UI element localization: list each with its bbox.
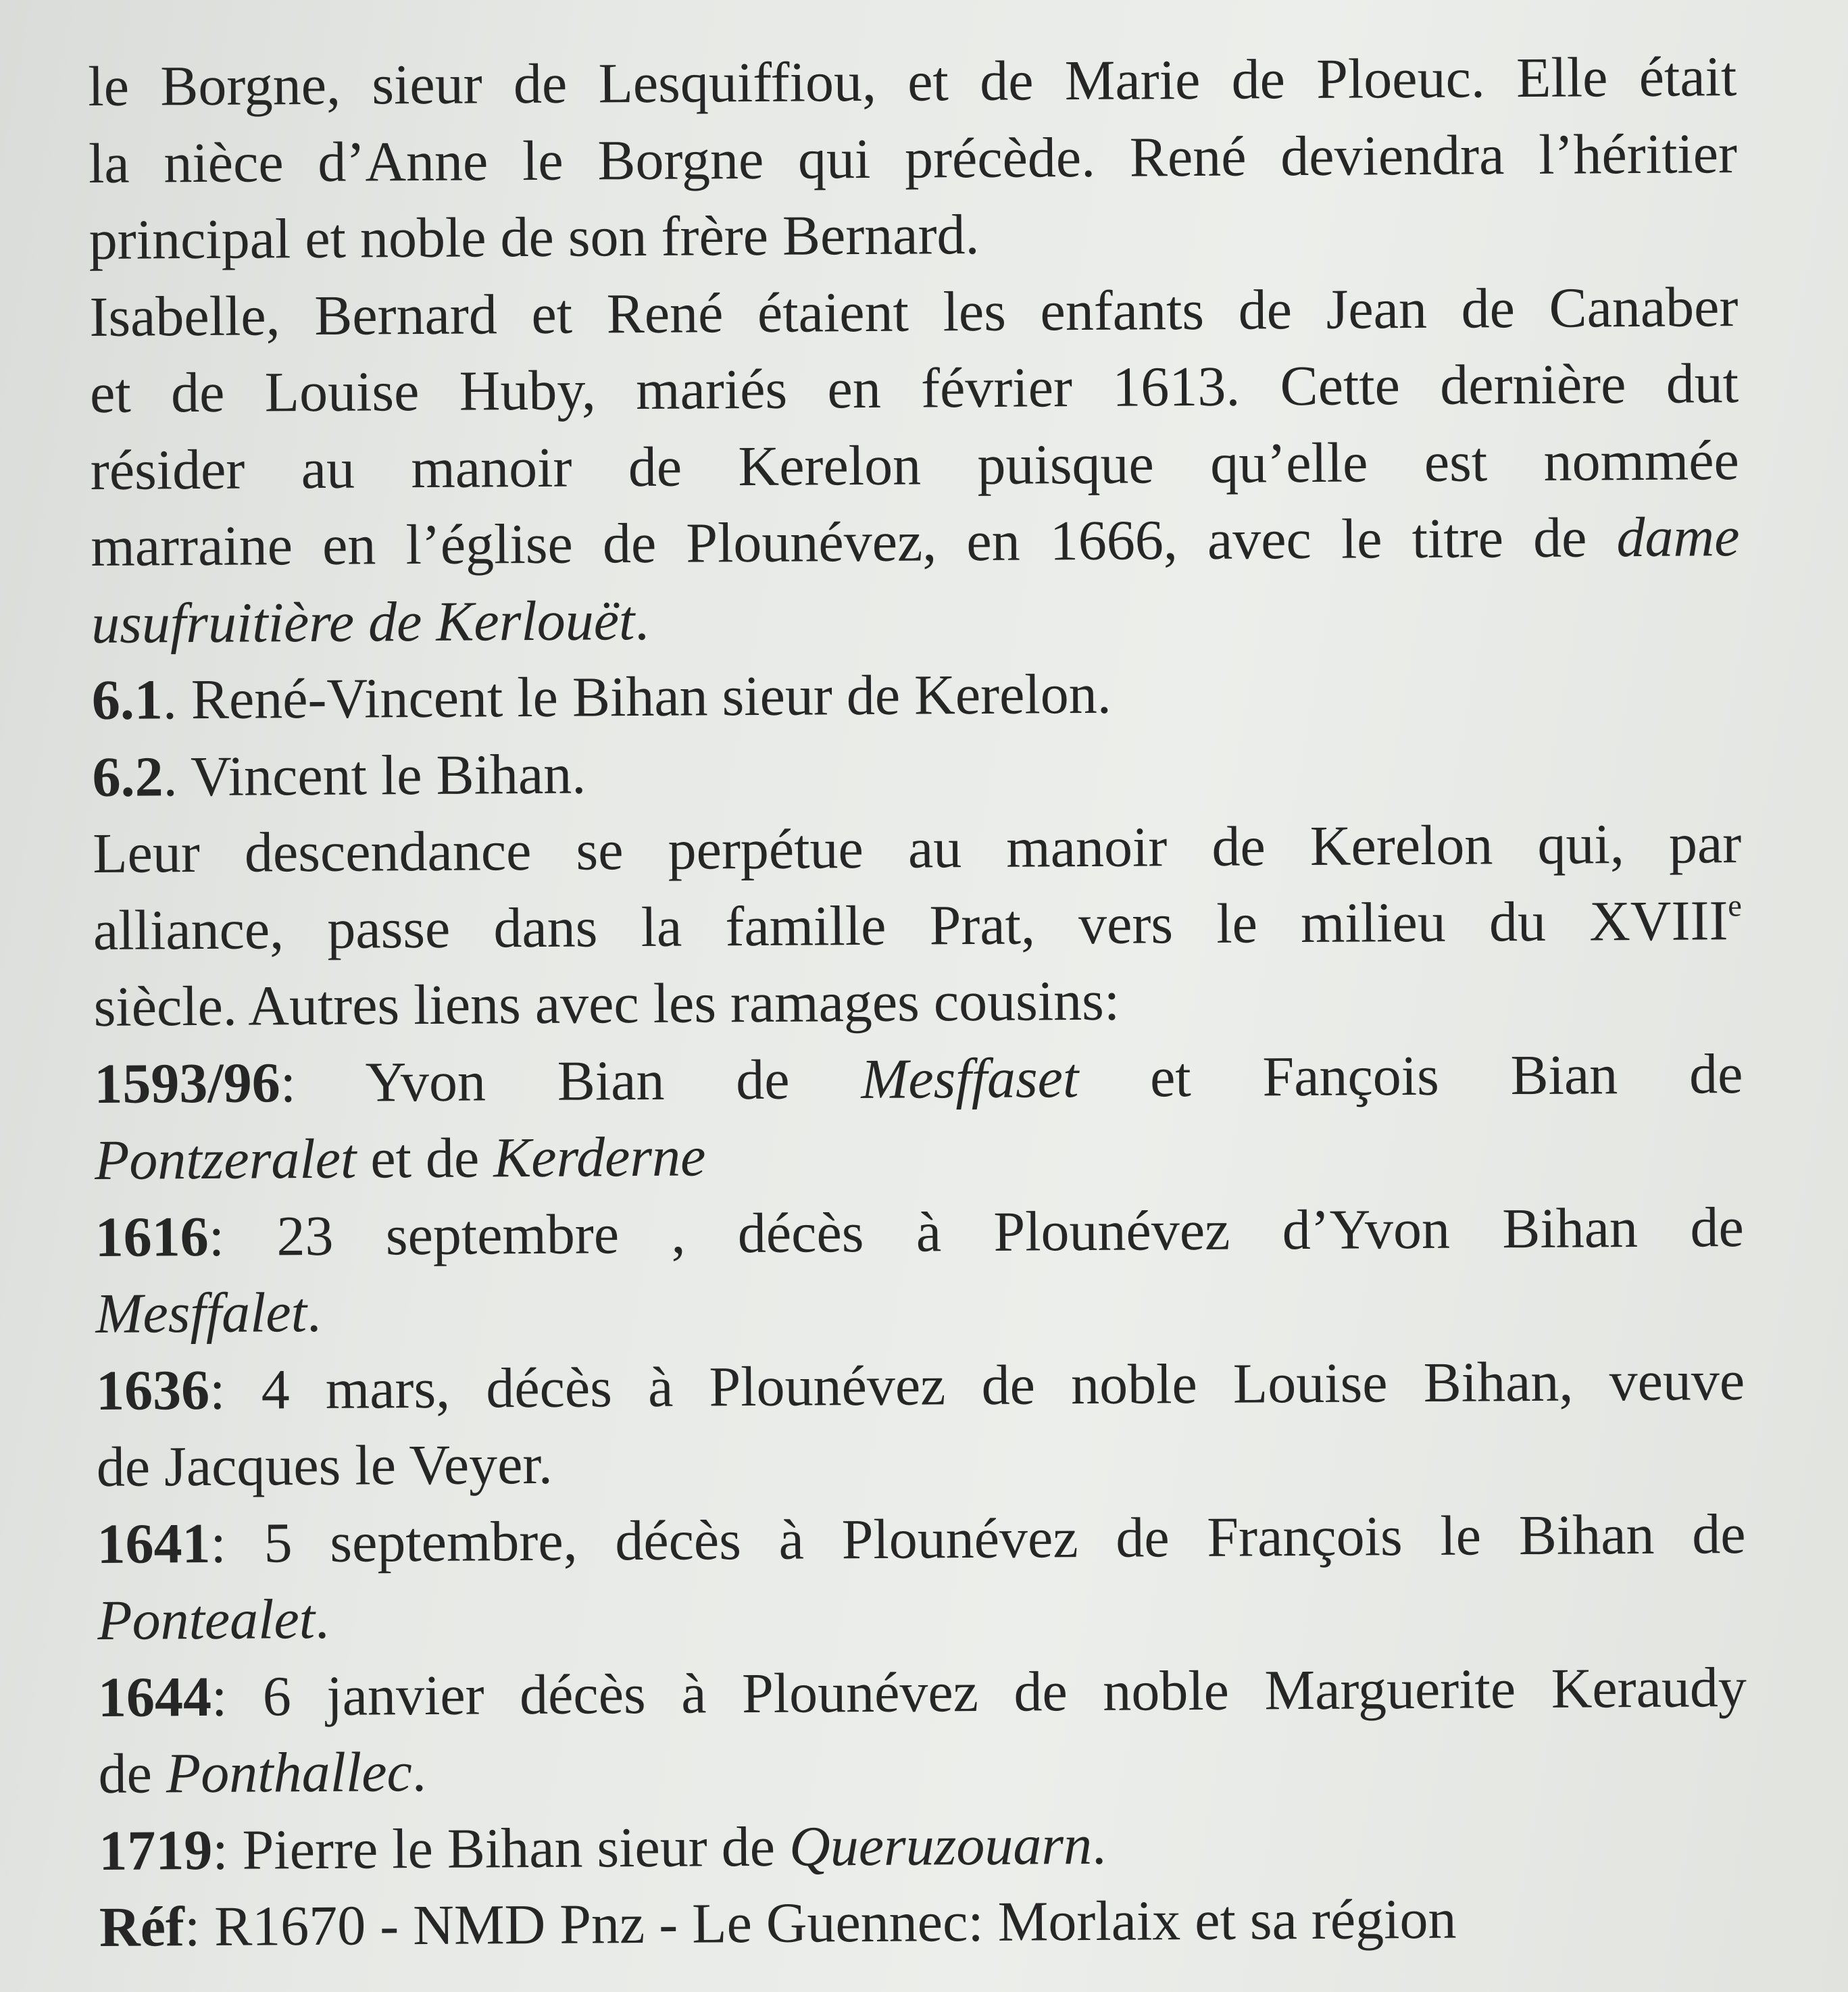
entry-label: 1719 <box>99 1818 213 1883</box>
text-run: la nièce d’Anne le Borgne qui précède. René deviendra l’héritier <box>88 122 1738 195</box>
place-name: Mesffalet <box>95 1281 307 1345</box>
text-line <box>99 1803 1748 1889</box>
place-name: dame <box>1616 505 1740 570</box>
text-line <box>89 116 1738 202</box>
text-line <box>96 1419 1745 1505</box>
text-run: : 23 septembre , décès à Plounévez d’Yvon Bihan de <box>208 1195 1744 1268</box>
text-line <box>89 269 1739 355</box>
place-name: Mesffaset <box>861 1046 1079 1111</box>
text-run: : 6 janvier décès à Plounévez de noble Marguerite Keraudy <box>211 1655 1747 1728</box>
text-run: marraine en l’église de Plounévez, en 1666, avec le titre de <box>91 506 1617 578</box>
text-run: . <box>411 1740 427 1804</box>
text-run: le Borgne, sieur de Lesquiffiou, et de Marie de Ploeuc. Elle était <box>88 45 1737 118</box>
text-run: et Fançois Bian de <box>1078 1042 1743 1110</box>
text-line <box>99 1879 1749 1966</box>
text-run: . <box>1091 1813 1107 1876</box>
text-run: e <box>1728 887 1742 923</box>
text-line <box>98 1726 1747 1812</box>
text-run: siècle. Autres liens avec les ramages cousins: <box>93 969 1120 1039</box>
text-run: . Vincent le Bihan. <box>163 743 586 808</box>
text-run: et de <box>356 1126 494 1191</box>
text-run: : 5 septembre, décès à Plounévez de François le Bihan de <box>210 1502 1746 1575</box>
text-line <box>91 576 1741 662</box>
entry-label: 1644 <box>97 1665 212 1729</box>
text-line <box>90 422 1739 509</box>
text-run: et de Louise Huby, mariés en février 1613. Cette dernière dut <box>89 352 1739 425</box>
text-line <box>93 959 1743 1045</box>
text-line <box>96 1343 1745 1429</box>
text-run: : Pierre le Bihan sieur de <box>212 1815 790 1882</box>
entry-label: 1616 <box>95 1205 209 1269</box>
text-line <box>95 1189 1744 1276</box>
text-run: principal et noble de son frère Bernard. <box>89 203 980 272</box>
document-text <box>88 39 1748 1966</box>
text-run: : Yvon Bian de <box>280 1047 861 1114</box>
text-line <box>93 882 1743 969</box>
entry-label: 6.1 <box>91 668 164 732</box>
place-name: Kerderne <box>493 1125 706 1190</box>
text-line <box>98 1649 1747 1736</box>
place-name: Pontealet <box>97 1587 316 1652</box>
text-run: de Jacques le Veyer. <box>96 1433 553 1499</box>
text-line <box>92 729 1741 816</box>
text-line <box>89 192 1738 278</box>
cut-off-next-heading <box>101 1963 116 1992</box>
text-run: . René-Vincent le Bihan sieur de Kerelon. <box>162 662 1112 732</box>
text-line <box>90 345 1739 432</box>
text-line <box>97 1496 1746 1583</box>
entry-label: 1593/96 <box>94 1051 280 1116</box>
entry-label: 1641 <box>97 1512 211 1576</box>
text-line <box>91 499 1740 585</box>
text-line <box>92 652 1741 739</box>
text-run: : R1670 - NMD Pnz - Le Guennec: Morlaix et sa région <box>184 1887 1457 1959</box>
entry-label: 1636 <box>95 1358 210 1422</box>
text-line <box>93 805 1742 892</box>
text-run: . <box>634 589 649 652</box>
place-name: Pontzeralet <box>94 1127 357 1192</box>
text-run: . <box>314 1587 330 1651</box>
text-run: de <box>98 1742 167 1806</box>
text-line <box>95 1266 1745 1352</box>
text-run: Leur descendance se perpétue au manoir de Kerelon qui, par <box>92 812 1742 885</box>
place-name: usufruitière de Kerlouët <box>91 589 635 655</box>
entry-label: 6.2 <box>92 745 164 809</box>
text-line <box>88 39 1737 125</box>
text-line <box>97 1572 1747 1659</box>
place-name: Queruzouarn <box>789 1813 1093 1878</box>
text-run: . <box>306 1280 322 1345</box>
entry-label: Réf <box>99 1895 185 1959</box>
text-run: Isabelle, Bernard et René étaient les enfants de Jean de Canaber <box>89 275 1739 349</box>
text-line <box>94 1036 1743 1122</box>
text-run: résider au manoir de Kerelon puisque qu’elle est nommée <box>90 428 1740 502</box>
place-name: Ponthallec <box>166 1741 413 1806</box>
text-line <box>95 1112 1744 1199</box>
text-run: alliance, passe dans la famille Prat, vers le milieu du XVIII <box>93 889 1728 962</box>
text-run: : 4 mars, décès à Plounévez de noble Louise Bihan, veuve <box>209 1349 1745 1422</box>
